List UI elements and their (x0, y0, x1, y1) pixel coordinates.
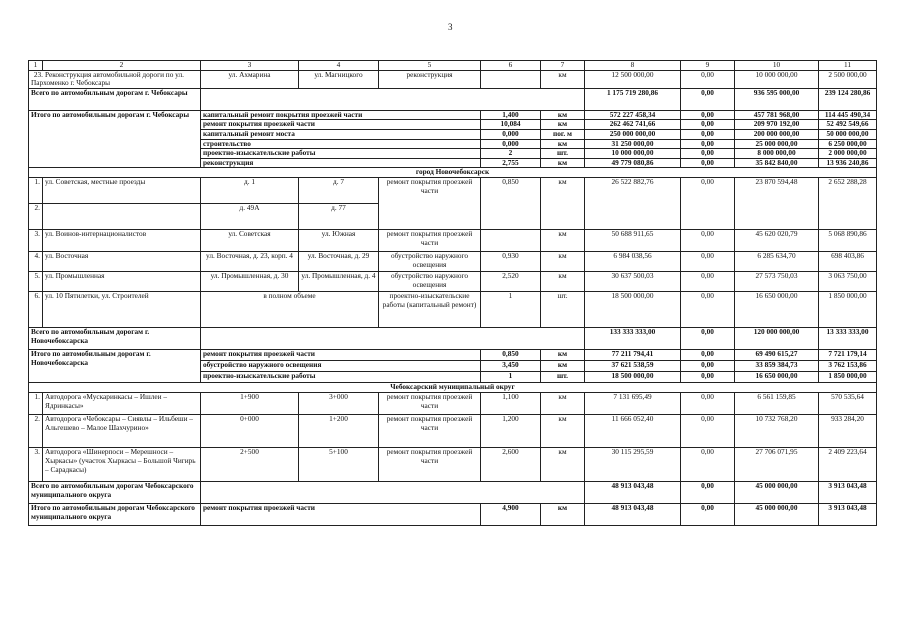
total-cost-cell: 50 688 911,65 (585, 230, 681, 252)
summary-qty: 0,000 (481, 139, 541, 149)
summary-unit: км (541, 504, 585, 526)
col11-cell: 2 409 223,64 (819, 448, 877, 482)
row-number: 3. (29, 448, 43, 482)
summary-row (29, 504, 877, 526)
road-name-cell (29, 70, 201, 88)
col9-cell: 0,00 (681, 393, 735, 415)
summary-c8: 31 250 000,00 (585, 139, 681, 149)
quantity-cell: 2,600 (481, 448, 541, 482)
row-number: 2. (29, 415, 43, 448)
summary-c8: 49 779 080,86 (585, 158, 681, 168)
summary-work: ремонт покрытия проезжей части (201, 504, 481, 526)
summary-unit: км (541, 120, 585, 130)
summary-c10: 45 000 000,00 (735, 504, 819, 526)
summary-qty: 2 (481, 149, 541, 159)
road-name: Реконструкция автомобильной дороги по ул. Пархоменко г. Чебоксары (31, 70, 184, 88)
total-c10: 45 000 000,00 (735, 482, 819, 504)
col9-cell: 0,00 (681, 178, 735, 230)
summary-c9: 0,00 (681, 350, 735, 361)
work-type-cell: ремонт покрытия проезжей части (379, 178, 481, 230)
summary-unit: км (541, 139, 585, 149)
summary-c10: 16 650 000,00 (735, 372, 819, 383)
summary-work: ремонт покрытия проезжей части (201, 120, 481, 130)
col10-cell: 27 706 071,95 (735, 448, 819, 482)
to-cell: д. 77 (299, 204, 379, 230)
quantity-cell: 0,850 (481, 178, 541, 230)
summary-work: капитальный ремонт моста (201, 129, 481, 139)
summary-work: реконструкция (201, 158, 481, 168)
summary-unit: км (541, 158, 585, 168)
quantity-cell (481, 230, 541, 252)
summary-unit: км (541, 110, 585, 120)
work-type-cell: ремонт покрытия проезжей части (379, 415, 481, 448)
col11-cell: 5 068 890,86 (819, 230, 877, 252)
column-numbers-row (29, 61, 877, 71)
summary-c8: 262 462 741,66 (585, 120, 681, 130)
total-row (29, 328, 877, 350)
total-cost-cell: 11 666 052,40 (585, 415, 681, 448)
summary-row (29, 350, 877, 361)
col11-cell: 2 500 000,00 (819, 70, 877, 88)
summary-c8: 37 621 538,59 (585, 361, 681, 372)
summary-c9: 0,00 (681, 361, 735, 372)
col9-cell: 0,00 (681, 252, 735, 272)
summary-work: проектно-изыскательские работы (201, 149, 481, 159)
summary-work: ремонт покрытия проезжей части (201, 350, 481, 361)
from-cell: 0+000 (201, 415, 299, 448)
summary-qty: 1 (481, 372, 541, 383)
total-label: Всего по автомобильным дорогам г. Чебоксары (29, 88, 201, 110)
summary-unit: км (541, 361, 585, 372)
total-cost-cell: 6 984 038,56 (585, 252, 681, 272)
quantity-cell: 1 (481, 292, 541, 328)
col11-cell: 2 652 288,28 (819, 178, 877, 230)
table-row (29, 393, 877, 415)
col9-cell: 0,00 (681, 272, 735, 292)
summary-c8: 572 227 458,34 (585, 110, 681, 120)
col10-cell: 6 561 159,85 (735, 393, 819, 415)
col11-cell: 3 063 750,00 (819, 272, 877, 292)
total-c9: 0,00 (681, 328, 735, 350)
col9-cell: 0,00 (681, 230, 735, 252)
road-name: ул. Воинов-интернационалистов (43, 230, 201, 252)
col11-cell: 1 850 000,00 (819, 292, 877, 328)
work-type-cell: обустройство наружного освещения (379, 252, 481, 272)
to-cell: ул. Южная (299, 230, 379, 252)
total-c11: 13 333 333,00 (819, 328, 877, 350)
unit-cell: км (541, 272, 585, 292)
road-name: ул. Восточная (43, 252, 201, 272)
summary-qty: 0,850 (481, 350, 541, 361)
summary-work: обустройство наружного освещения (201, 361, 481, 372)
total-cost-cell: 30 637 500,03 (585, 272, 681, 292)
summary-c11: 3 762 153,86 (819, 361, 877, 372)
unit-cell: км (541, 252, 585, 272)
summary-work: проектно-изыскательские работы (201, 372, 481, 383)
summary-qty: 2,755 (481, 158, 541, 168)
extent-cell: в полном объеме (201, 292, 379, 328)
summary-c11: 6 250 000,00 (819, 139, 877, 149)
column-number: 10 (735, 61, 819, 71)
road-name (43, 204, 201, 230)
section-title: город Новочебоксарск (29, 168, 877, 178)
summary-row (29, 110, 877, 120)
unit-cell: км (541, 448, 585, 482)
road-name: ул. Промышленная (43, 272, 201, 292)
to-cell: 1+200 (299, 415, 379, 448)
section-header-row (29, 168, 877, 178)
summary-c10: 8 000 000,00 (735, 149, 819, 159)
summary-label: Итого по автомобильным дорогам г. Чебоксары (29, 110, 201, 168)
total-cost-cell: 7 131 695,49 (585, 393, 681, 415)
work-type-cell: обустройство наружного освещения (379, 272, 481, 292)
road-name: ул. Советская, местные проезды (43, 178, 201, 204)
quantity-cell (481, 70, 541, 88)
row-number: 23. (33, 70, 43, 79)
section-title: Чебоксарский муниципальный округ (29, 383, 877, 393)
unit-cell: км (541, 178, 585, 230)
unit-cell: км (541, 70, 585, 88)
summary-c10: 69 490 615,27 (735, 350, 819, 361)
col10-cell: 16 650 000,00 (735, 292, 819, 328)
quantity-cell: 1,200 (481, 415, 541, 448)
summary-qty: 0,000 (481, 129, 541, 139)
total-c8: 48 913 043,48 (585, 482, 681, 504)
total-cost-cell: 26 522 882,76 (585, 178, 681, 230)
summary-c10: 35 842 840,00 (735, 158, 819, 168)
summary-c11: 2 000 000,00 (819, 149, 877, 159)
row-number: 6. (29, 292, 43, 328)
summary-work: строительство (201, 139, 481, 149)
summary-c8: 77 211 794,41 (585, 350, 681, 361)
section-header-row (29, 383, 877, 393)
road-name: Автодорога «Мускаринкасы – Ишлеи – Ядринкасы» (43, 393, 201, 415)
column-number: 8 (585, 61, 681, 71)
summary-qty: 1,400 (481, 110, 541, 120)
road-works-table (28, 60, 877, 526)
summary-c10: 25 000 000,00 (735, 139, 819, 149)
from-cell: д. 1 (201, 178, 299, 204)
summary-c9: 0,00 (681, 158, 735, 168)
summary-c10: 200 000 000,00 (735, 129, 819, 139)
summary-c9: 0,00 (681, 129, 735, 139)
col10-cell: 10 000 000,00 (735, 70, 819, 88)
to-cell: ул. Магницкого (299, 70, 379, 88)
total-cost-cell: 12 500 000,00 (585, 70, 681, 88)
summary-c10: 457 781 968,00 (735, 110, 819, 120)
summary-c11: 50 000 000,00 (819, 129, 877, 139)
total-c11: 239 124 280,86 (819, 88, 877, 110)
summary-c11: 13 936 240,86 (819, 158, 877, 168)
unit-cell: км (541, 415, 585, 448)
from-cell: ул. Советская (201, 230, 299, 252)
col10-cell: 45 620 020,79 (735, 230, 819, 252)
summary-c11: 3 913 043,48 (819, 504, 877, 526)
total-label: Всего по автомобильным дорогам г. Новочебоксарска (29, 328, 201, 350)
table-row (29, 178, 877, 204)
column-number: 2 (43, 61, 201, 71)
work-type-cell: проектно-изыскательские работы (капитальный ремонт) (379, 292, 481, 328)
summary-c8: 18 500 000,00 (585, 372, 681, 383)
summary-c10: 33 859 384,73 (735, 361, 819, 372)
road-name: Автодорога «Шинерпоси – Мерешноси – Хыркасы» (участок Хыркасы – Большой Чигирь – Сарадкасы) (43, 448, 201, 482)
total-c9: 0,00 (681, 88, 735, 110)
column-number: 6 (481, 61, 541, 71)
total-row (29, 88, 877, 110)
col10-cell: 27 573 750,03 (735, 272, 819, 292)
from-cell: 2+500 (201, 448, 299, 482)
total-c9: 0,00 (681, 482, 735, 504)
col10-cell: 23 870 594,48 (735, 178, 819, 230)
col9-cell: 0,00 (681, 448, 735, 482)
road-name: Автодорога «Чебоксары – Сиявлы – Ильбеши – Альгешево – Малое Шахчурино» (43, 415, 201, 448)
column-number: 3 (201, 61, 299, 71)
summary-label: Итого по автомобильным дорогам г. Новочебоксарска (29, 350, 201, 383)
total-c11: 3 913 043,48 (819, 482, 877, 504)
summary-c9: 0,00 (681, 139, 735, 149)
total-c8: 1 175 719 280,86 (585, 88, 681, 110)
table-row (29, 230, 877, 252)
row-number: 1. (29, 393, 43, 415)
row-number: 2. (29, 204, 43, 230)
work-type-cell: ремонт покрытия проезжей части (379, 230, 481, 252)
from-cell: ул. Восточная, д. 23, корп. 4 (201, 252, 299, 272)
summary-c11: 7 721 179,14 (819, 350, 877, 361)
column-number: 11 (819, 61, 877, 71)
summary-c9: 0,00 (681, 110, 735, 120)
summary-c9: 0,00 (681, 149, 735, 159)
column-number: 1 (29, 61, 43, 71)
col9-cell: 0,00 (681, 415, 735, 448)
summary-unit: шт. (541, 372, 585, 383)
to-cell: ул. Промышленная, д. 4 (299, 272, 379, 292)
table-row (29, 415, 877, 448)
summary-c8: 250 000 000,00 (585, 129, 681, 139)
from-cell: 1+900 (201, 393, 299, 415)
quantity-cell: 2,520 (481, 272, 541, 292)
col11-cell: 570 535,64 (819, 393, 877, 415)
table-row (29, 292, 877, 328)
col10-cell: 10 732 768,20 (735, 415, 819, 448)
summary-c9: 0,00 (681, 120, 735, 130)
from-cell: д. 49А (201, 204, 299, 230)
summary-qty: 4,900 (481, 504, 541, 526)
to-cell: д. 7 (299, 178, 379, 204)
road-name: ул. 10 Пятилетки, ул. Строителей (43, 292, 201, 328)
table-row (29, 448, 877, 482)
col10-cell: 6 285 634,70 (735, 252, 819, 272)
column-number: 7 (541, 61, 585, 71)
to-cell: ул. Восточная, д. 29 (299, 252, 379, 272)
work-type-cell: реконструкция (379, 70, 481, 88)
total-c8: 133 333 333,00 (585, 328, 681, 350)
table-row (29, 252, 877, 272)
summary-label: Итого по автомобильным дорогам Чебоксарского муниципального округа (29, 504, 201, 526)
table-row (29, 70, 877, 88)
summary-c8: 48 913 043,48 (585, 504, 681, 526)
to-cell: 3+000 (299, 393, 379, 415)
summary-c9: 0,00 (681, 372, 735, 383)
col9-cell: 0,00 (681, 70, 735, 88)
col11-cell: 933 284,20 (819, 415, 877, 448)
col11-cell: 698 403,86 (819, 252, 877, 272)
quantity-cell: 0,930 (481, 252, 541, 272)
from-cell: ул. Ахмарина (201, 70, 299, 88)
to-cell: 5+100 (299, 448, 379, 482)
quantity-cell: 1,100 (481, 393, 541, 415)
page-number: 3 (448, 22, 453, 32)
total-label: Всего по автомобильным дорогам Чебоксарского муниципального округа (29, 482, 201, 504)
unit-cell: км (541, 230, 585, 252)
row-number: 3. (29, 230, 43, 252)
work-type-cell: ремонт покрытия проезжей части (379, 393, 481, 415)
row-number: 5. (29, 272, 43, 292)
total-cost-cell: 30 115 295,59 (585, 448, 681, 482)
summary-c11: 52 492 549,66 (819, 120, 877, 130)
total-cost-cell: 18 500 000,00 (585, 292, 681, 328)
summary-unit: шт. (541, 149, 585, 159)
total-c10: 120 000 000,00 (735, 328, 819, 350)
row-number: 1. (29, 178, 43, 204)
work-type-cell: ремонт покрытия проезжей части (379, 448, 481, 482)
total-row (29, 482, 877, 504)
summary-c10: 209 970 192,00 (735, 120, 819, 130)
summary-c11: 1 850 000,00 (819, 372, 877, 383)
column-number: 4 (299, 61, 379, 71)
summary-c8: 10 000 000,00 (585, 149, 681, 159)
unit-cell: шт. (541, 292, 585, 328)
table-row (29, 272, 877, 292)
summary-unit: км (541, 350, 585, 361)
column-number: 9 (681, 61, 735, 71)
unit-cell: км (541, 393, 585, 415)
summary-work: капитальный ремонт покрытия проезжей части (201, 110, 481, 120)
summary-qty: 3,450 (481, 361, 541, 372)
summary-c11: 114 445 490,34 (819, 110, 877, 120)
summary-unit: пог. м (541, 129, 585, 139)
total-c10: 936 595 000,00 (735, 88, 819, 110)
row-number: 4. (29, 252, 43, 272)
summary-qty: 10,084 (481, 120, 541, 130)
from-cell: ул. Промышленная, д. 30 (201, 272, 299, 292)
summary-c9: 0,00 (681, 504, 735, 526)
col9-cell: 0,00 (681, 292, 735, 328)
column-number: 5 (379, 61, 481, 71)
